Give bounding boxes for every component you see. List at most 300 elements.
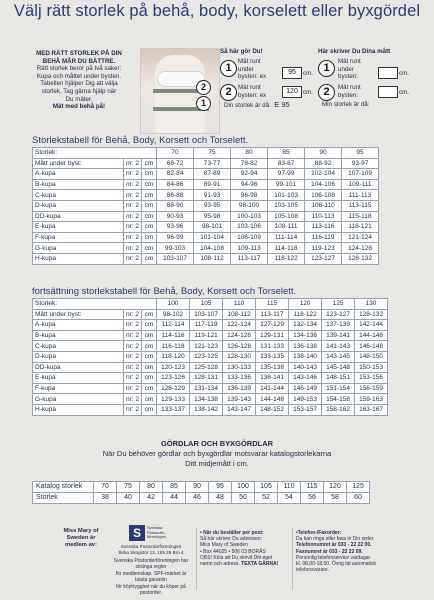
cm-cell: cm — [142, 309, 157, 320]
size-value-cell: 86-88 — [157, 190, 194, 201]
size-label-cell: Storlek: — [33, 299, 157, 310]
size-value-cell: 98-101 — [194, 222, 231, 233]
cm-cell: cm — [142, 232, 157, 243]
size-value-cell: 114-118 — [268, 243, 305, 254]
size-value-cell: 129-133 — [157, 394, 190, 405]
intro-line-2: Kupa och måttet under bysten. — [36, 72, 122, 80]
nr-cell: nr: 2 — [124, 179, 142, 190]
table-row — [33, 404, 388, 415]
size-value-cell: 151-154 — [322, 383, 355, 394]
size-value-cell: 126-128 — [223, 341, 256, 352]
cup-label: E-kupa — [33, 373, 124, 384]
nr-cell: nr: 2 — [124, 383, 142, 394]
girdles-heading: GÖRDLAR OCH BYXGÖRDLAR — [160, 439, 274, 448]
cm-cell: cm — [142, 373, 157, 384]
size-header-cell: 110 — [223, 299, 256, 310]
cup-label: E-kupa — [33, 222, 124, 233]
nr-cell: nr: 2 — [124, 190, 142, 201]
catalog-size-cell: 90 — [186, 482, 209, 493]
size-value-cell: 109-111 — [342, 179, 379, 190]
size-value-cell: 119-123 — [305, 243, 342, 254]
catalog-size-cell: 85 — [163, 482, 186, 493]
size-value-cell: 100-103 — [231, 211, 268, 222]
size-value-cell: 113-116 — [305, 222, 342, 233]
your-heading: Här skriver Du Dina mått — [318, 48, 391, 55]
size-value-cell: 111-113 — [342, 190, 379, 201]
footer-divider-1 — [196, 528, 197, 590]
how-step-2-value: 120 — [282, 86, 302, 98]
your-step-2-input[interactable] — [378, 86, 398, 98]
size-value-cell: 131-134 — [190, 383, 223, 394]
nr-cell: nr: 2 — [124, 309, 142, 320]
table-row — [33, 362, 388, 373]
cup-label: A-kupa — [33, 169, 124, 180]
size-value-cell: 103-107 — [157, 253, 194, 264]
table-row — [33, 320, 388, 331]
size-value-cell: 128-132 — [342, 253, 379, 264]
size-value-cell: 121-124 — [342, 232, 379, 243]
size-value-cell: 108-110 — [305, 200, 342, 211]
nr-cell: nr: 2 — [124, 222, 142, 233]
size-value-cell: 123-125 — [190, 351, 223, 362]
cm-cell: cm — [142, 200, 157, 211]
size-value-cell: 101-103 — [268, 190, 305, 201]
size-header-cell: 75 — [194, 148, 231, 159]
cm-cell: cm — [142, 362, 157, 373]
size-value-cell: 133-135 — [256, 351, 289, 362]
under-bust-value: 128-132 — [355, 309, 388, 320]
size-value-cell: 104-106 — [305, 179, 342, 190]
cm-cell: cm — [142, 253, 157, 264]
size-value-cell: 124-126 — [223, 330, 256, 341]
cup-label: D-kupa — [33, 351, 124, 362]
size-header-cell: 100 — [157, 299, 190, 310]
spf-logo-mark: S — [129, 525, 145, 541]
intro-heading-2: BEHÅ MÅR DU BÄTTRE. — [42, 57, 116, 65]
size-value-cell: 104-108 — [194, 243, 231, 254]
catalog-size-cell: 80 — [140, 482, 163, 493]
size-value-cell: 107-109 — [342, 169, 379, 180]
size-value-cell: 126-129 — [157, 383, 190, 394]
size-value-cell: 141-143 — [322, 341, 355, 352]
size-value-cell: 121-123 — [190, 341, 223, 352]
intro-line-3: Tabellen hjälper Dig att välja — [40, 80, 118, 88]
nr-cell: nr: 2 — [124, 253, 142, 264]
size-value-cell: 91-93 — [194, 190, 231, 201]
intro-closing: Mät med behå på! — [52, 103, 106, 111]
cm-cell: cm — [142, 330, 157, 341]
size-value-cell: 90-93 — [157, 211, 194, 222]
cm-cell: cm — [142, 211, 157, 222]
size-value-cell: 149-153 — [289, 394, 322, 405]
size-value-cell: 101-104 — [194, 232, 231, 243]
size-value-cell: 102-104 — [305, 169, 342, 180]
size-table-1 — [32, 147, 379, 265]
your-step-1-text: Mät runt under bysten: — [338, 58, 361, 80]
spf-address: Svenska Postorderföreningen Birka Skogstor 13, 165 29 Bro 4 — [118, 544, 184, 555]
girdle-size-cell: 52 — [255, 493, 278, 504]
size-header-cell: 80 — [231, 148, 268, 159]
post-order-info: • När du beställer per post: Så här skriver Du adressen: Miss Mary of Sweden • Box 44025 • 506 03 BORÅS OBS! Köla att Du skrivit Ditt eget namn och adress. TEXTA GÄRNA! — [200, 530, 279, 568]
size-value-cell: 138-141 — [256, 373, 289, 384]
under-bust-row — [33, 158, 379, 169]
cup-label: C-kupa — [33, 341, 124, 352]
size-value-cell: 87-89 — [194, 169, 231, 180]
size-value-cell: 156-159 — [355, 383, 388, 394]
size-header-cell: 95 — [342, 148, 379, 159]
size-value-cell: 129-131 — [256, 330, 289, 341]
nr-cell: nr: 2 — [124, 341, 142, 352]
table-row — [33, 169, 379, 180]
size-value-cell: 118-120 — [157, 351, 190, 362]
spf-logo — [119, 525, 179, 545]
size-value-cell: 117-119 — [190, 320, 223, 331]
under-bust-value: 83-87 — [268, 158, 305, 169]
nr-cell: nr: 2 — [124, 211, 142, 222]
size-value-cell: 138-142 — [190, 404, 223, 415]
size-value-cell: 103-105 — [268, 200, 305, 211]
cm-cell: cm — [142, 394, 157, 405]
size-header-cell: 70 — [157, 148, 194, 159]
spf-logo-caption: Svenska Postorder- föreningen — [147, 525, 166, 540]
under-bust-value: 108-112 — [223, 309, 256, 320]
size-value-cell: 150-153 — [355, 362, 388, 373]
size-value-cell: 99-101 — [268, 179, 305, 190]
girdle-size-cell: 48 — [209, 493, 232, 504]
under-bust-value: 103-107 — [190, 309, 223, 320]
size-value-cell: 130-133 — [223, 362, 256, 373]
size-value-cell: 118-122 — [268, 253, 305, 264]
size-value-cell: 143-147 — [223, 404, 256, 415]
size-value-cell: 139-143 — [223, 394, 256, 405]
table-row — [33, 253, 379, 264]
nr-cell: nr: 2 — [124, 362, 142, 373]
size-value-cell: 142-144 — [355, 320, 388, 331]
under-bust-value: 113-117 — [256, 309, 289, 320]
how-step-1-badge: 1 — [220, 60, 237, 77]
size-value-cell: 138-140 — [289, 351, 322, 362]
cup-label: C-kupa — [33, 190, 124, 201]
size-value-cell: 116-119 — [305, 232, 342, 243]
size-value-cell: 146-148 — [355, 341, 388, 352]
how-step-2-unit: cm. — [303, 89, 313, 96]
photo-marker-1: 2 — [196, 80, 211, 95]
size-value-cell: 95-98 — [194, 211, 231, 222]
catalog-size-row — [33, 482, 370, 493]
nr-cell: nr: 2 — [124, 394, 142, 405]
under-bust-value: 88-92 — [305, 158, 342, 169]
table-row — [33, 179, 379, 190]
size-value-cell: 134-138 — [190, 394, 223, 405]
girdle-size-cell: 58 — [324, 493, 347, 504]
under-bust-row — [33, 309, 388, 320]
cm-cell: cm — [142, 158, 157, 169]
size-value-cell: 111-114 — [268, 232, 305, 243]
intro-line-5: Du mäter. — [65, 95, 93, 103]
cup-label: H-kupa — [33, 253, 124, 264]
size-header-cell: 120 — [289, 299, 322, 310]
size-value-cell: 124-128 — [342, 243, 379, 254]
size-header-cell: 90 — [305, 148, 342, 159]
table-row — [33, 341, 388, 352]
size-value-cell: 112-114 — [157, 320, 190, 331]
your-step-1-badge: 1 — [318, 60, 335, 77]
size-value-cell: 119-121 — [190, 330, 223, 341]
girdle-size-cell: 46 — [186, 493, 209, 504]
size-table-2 — [32, 298, 388, 416]
cm-cell: cm — [142, 169, 157, 180]
table1-title: Storlekstabell för Behå, Body, Korsett och Torselett. — [32, 135, 249, 146]
size-header-cell: 125 — [322, 299, 355, 310]
cm-cell: cm — [142, 243, 157, 254]
size-value-cell: 93-95 — [194, 200, 231, 211]
cm-cell: cm — [142, 351, 157, 362]
girdle-size-label: Storlek — [33, 493, 94, 504]
size-value-cell: 153-156 — [355, 373, 388, 384]
your-step-2-text: Mät runt bysten: — [338, 84, 361, 99]
catalog-size-cell: 95 — [209, 482, 232, 493]
intro-line-4: storlek. Tag gärna hjälp när — [41, 87, 117, 95]
size-value-cell: 118-121 — [342, 222, 379, 233]
girdle-size-table — [32, 481, 370, 504]
under-bust-label: Mått under byst: — [33, 309, 124, 320]
phone-order-info: •Telefon-/Faxorder: Du kan ringa eller faxa in Din order. Telefonnumret är 033 - 22 22 00. Faxnumret är 033 - 22 22 09. Personlig telefonservice vardagar kl. 08.00-18.00. Övrig tid automatisk telefonsvarare. — [296, 530, 377, 574]
girdle-size-cell: 38 — [94, 493, 117, 504]
table-header-row — [33, 299, 388, 310]
under-bust-value: 78-82 — [231, 158, 268, 169]
size-header-cell: 85 — [268, 148, 305, 159]
size-value-cell: 122-124 — [223, 320, 256, 331]
your-step-2-unit: cm. — [399, 89, 409, 96]
cup-label: A-kupa — [33, 320, 124, 331]
cup-label: F-kupa — [33, 383, 124, 394]
your-step-1-unit: cm. — [399, 70, 409, 77]
size-value-cell: 144-146 — [355, 330, 388, 341]
size-value-cell: 128-131 — [190, 373, 223, 384]
size-value-cell: 113-115 — [342, 200, 379, 211]
size-value-cell: 136-138 — [289, 341, 322, 352]
size-value-cell: 127-129 — [256, 320, 289, 331]
size-value-cell: 123-127 — [305, 253, 342, 264]
cm-cell: cm — [142, 190, 157, 201]
intro-line-1: Rätt storlek beror på två saker: — [36, 65, 122, 73]
size-header-cell: 130 — [355, 299, 388, 310]
nr-cell: nr: 2 — [124, 243, 142, 254]
size-value-cell: 163-167 — [355, 404, 388, 415]
table-row — [33, 190, 379, 201]
table-row — [33, 394, 388, 405]
size-value-cell: 108-111 — [268, 222, 305, 233]
cm-cell: cm — [142, 320, 157, 331]
table-row — [33, 243, 379, 254]
size-label-cell: Storlek: — [33, 148, 157, 159]
under-bust-value: 123-127 — [322, 309, 355, 320]
cup-label: F-kupa — [33, 232, 124, 243]
girdle-size-row — [33, 493, 370, 504]
size-value-cell: 88-90 — [157, 200, 194, 211]
how-step-1-text: Mät runt under bysten: ex — [238, 58, 267, 80]
cup-label: D-kupa — [33, 200, 124, 211]
girdles-text: När Du behöver gördlar och byxgördlar motsvarar katalogstorlekarna Ditt midjemått i cm. — [102, 449, 332, 468]
size-value-cell: 93-96 — [157, 222, 194, 233]
table2-title: fortsättning storlekstabell för Behå, Body, Korsett och Torselett. — [32, 286, 297, 297]
cup-label: H-kupa — [33, 404, 124, 415]
cup-label: B-kupa — [33, 179, 124, 190]
size-value-cell: 132-134 — [289, 320, 322, 331]
size-value-cell: 109-113 — [231, 243, 268, 254]
size-value-cell: 99-103 — [157, 243, 194, 254]
catalog-size-cell: 100 — [232, 482, 255, 493]
nr-cell: nr: 2 — [124, 330, 142, 341]
girdle-size-cell: 44 — [163, 493, 186, 504]
nr-cell: nr: 2 — [124, 320, 142, 331]
intro-heading-1: MED RÄTT STORLEK PÅ DIN — [36, 50, 122, 57]
size-value-cell: 131-133 — [256, 341, 289, 352]
cm-cell: cm — [142, 341, 157, 352]
cup-label: B-kupa — [33, 330, 124, 341]
table-row — [33, 373, 388, 384]
size-value-cell: 133-136 — [223, 373, 256, 384]
size-value-cell: 140-143 — [289, 362, 322, 373]
size-value-cell: 148-150 — [355, 351, 388, 362]
cup-label: DD-kupa — [33, 211, 124, 222]
nr-cell: nr: 2 — [124, 404, 142, 415]
size-value-cell: 106-109 — [231, 232, 268, 243]
table-row — [33, 232, 379, 243]
girdle-size-cell: 42 — [140, 493, 163, 504]
table-row — [33, 383, 388, 394]
table-header-row — [33, 148, 379, 159]
size-value-cell: 137-139 — [322, 320, 355, 331]
catalog-size-cell: 75 — [117, 482, 140, 493]
catalog-size-cell: 115 — [301, 482, 324, 493]
size-value-cell: 96-99 — [157, 232, 194, 243]
size-value-cell: 148-152 — [256, 404, 289, 415]
table-row — [33, 351, 388, 362]
table-row — [33, 211, 379, 222]
size-value-cell: 106-108 — [305, 190, 342, 201]
size-value-cell: 128-130 — [223, 351, 256, 362]
how-heading: Så här gör Du! — [220, 48, 263, 55]
table-row — [33, 330, 388, 341]
how-result: Din storlek är då: E 95 — [224, 100, 290, 109]
catalog-size-cell: 125 — [347, 482, 370, 493]
cm-cell: cm — [142, 383, 157, 394]
size-value-cell: 123-126 — [157, 373, 190, 384]
under-bust-value: 68-72 — [157, 158, 194, 169]
size-value-cell: 154-158 — [322, 394, 355, 405]
size-value-cell: 148-151 — [322, 373, 355, 384]
size-value-cell: 89-91 — [194, 179, 231, 190]
girdle-size-cell: 56 — [301, 493, 324, 504]
size-value-cell: 145-148 — [322, 362, 355, 373]
page-title: Välj rätt storlek på behå, body, korselett eller byxgördel — [13, 2, 421, 20]
size-value-cell: 134-136 — [289, 330, 322, 341]
catalog-size-cell: 110 — [278, 482, 301, 493]
size-value-cell: 115-118 — [342, 211, 379, 222]
girdle-size-cell: 50 — [232, 493, 255, 504]
cup-label: DD-kupa — [33, 362, 124, 373]
size-value-cell: 120-123 — [157, 362, 190, 373]
under-bust-label: Mått under byst: — [33, 158, 124, 169]
how-step-1-unit: cm. — [303, 70, 313, 77]
size-value-cell: 98-100 — [231, 200, 268, 211]
size-value-cell: 143-145 — [322, 351, 355, 362]
size-value-cell: 153-157 — [289, 404, 322, 415]
catalog-size-cell: 120 — [324, 482, 347, 493]
cm-cell: cm — [142, 179, 157, 190]
nr-cell: nr: 2 — [124, 169, 142, 180]
size-value-cell: 146-149 — [289, 383, 322, 394]
nr-cell: nr: 2 — [124, 200, 142, 211]
nr-cell: nr: 2 — [124, 351, 142, 362]
size-value-cell: 92-94 — [231, 169, 268, 180]
size-value-cell: 158-162 — [322, 404, 355, 415]
size-header-cell: 105 — [190, 299, 223, 310]
size-value-cell: 114-116 — [157, 330, 190, 341]
size-value-cell: 103-106 — [231, 222, 268, 233]
spf-body: Svenska Postorderföreningen har stränga regler för medlemskap. SPF-märket är bästa garantin för köptrygghet när du köper på postorder. — [113, 558, 189, 597]
cup-label: G-kupa — [33, 243, 124, 254]
size-value-cell: 113-117 — [231, 253, 268, 264]
size-value-cell: 139-141 — [322, 330, 355, 341]
size-value-cell: 136-139 — [223, 383, 256, 394]
under-bust-value: 73-77 — [194, 158, 231, 169]
size-value-cell: 141-144 — [256, 383, 289, 394]
photo-marker-2: 1 — [196, 96, 211, 111]
catalog-size-label: Katalog storlek — [33, 482, 94, 493]
your-step-2-badge: 2 — [318, 84, 335, 101]
size-value-cell: 97-99 — [268, 169, 305, 180]
size-value-cell: 135-138 — [256, 362, 289, 373]
size-value-cell: 84-86 — [157, 179, 194, 190]
girdle-size-cell: 40 — [117, 493, 140, 504]
size-value-cell: 125-128 — [190, 362, 223, 373]
size-value-cell: 143-146 — [289, 373, 322, 384]
intro-text — [20, 50, 138, 111]
size-header-cell: 115 — [256, 299, 289, 310]
torso-shape — [155, 55, 205, 133]
under-bust-value: 98-102 — [157, 309, 190, 320]
size-value-cell: 133-137 — [157, 404, 190, 415]
size-value-cell: 96-98 — [231, 190, 268, 201]
size-value-cell: 110-113 — [305, 211, 342, 222]
size-value-cell: 105-108 — [268, 211, 305, 222]
size-value-cell: 159-163 — [355, 394, 388, 405]
cm-cell: cm — [142, 404, 157, 415]
size-value-cell: 144-148 — [256, 394, 289, 405]
under-bust-value: 93-97 — [342, 158, 379, 169]
size-value-cell: 94-96 — [231, 179, 268, 190]
girdle-size-cell: 54 — [278, 493, 301, 504]
girdle-size-cell: 60 — [347, 493, 370, 504]
table-row — [33, 222, 379, 233]
nr-cell: nr: 2 — [124, 158, 142, 169]
cup-label: G-kupa — [33, 394, 124, 405]
how-step-2-badge: 2 — [220, 84, 237, 101]
cm-cell: cm — [142, 222, 157, 233]
nr-cell: nr: 2 — [124, 373, 142, 384]
footer-divider-2 — [292, 528, 293, 590]
size-value-cell: 108-112 — [194, 253, 231, 264]
how-step-2-text: Mät runt bysten: ex — [238, 84, 267, 99]
catalog-size-cell: 70 — [94, 482, 117, 493]
size-value-cell: 82-84 — [157, 169, 194, 180]
under-bust-value: 118-122 — [289, 309, 322, 320]
membership-note: Miss Mary of Sweden är medlem av: — [63, 528, 99, 548]
your-step-1-input[interactable] — [378, 67, 398, 79]
catalog-size-cell: 105 — [255, 482, 278, 493]
